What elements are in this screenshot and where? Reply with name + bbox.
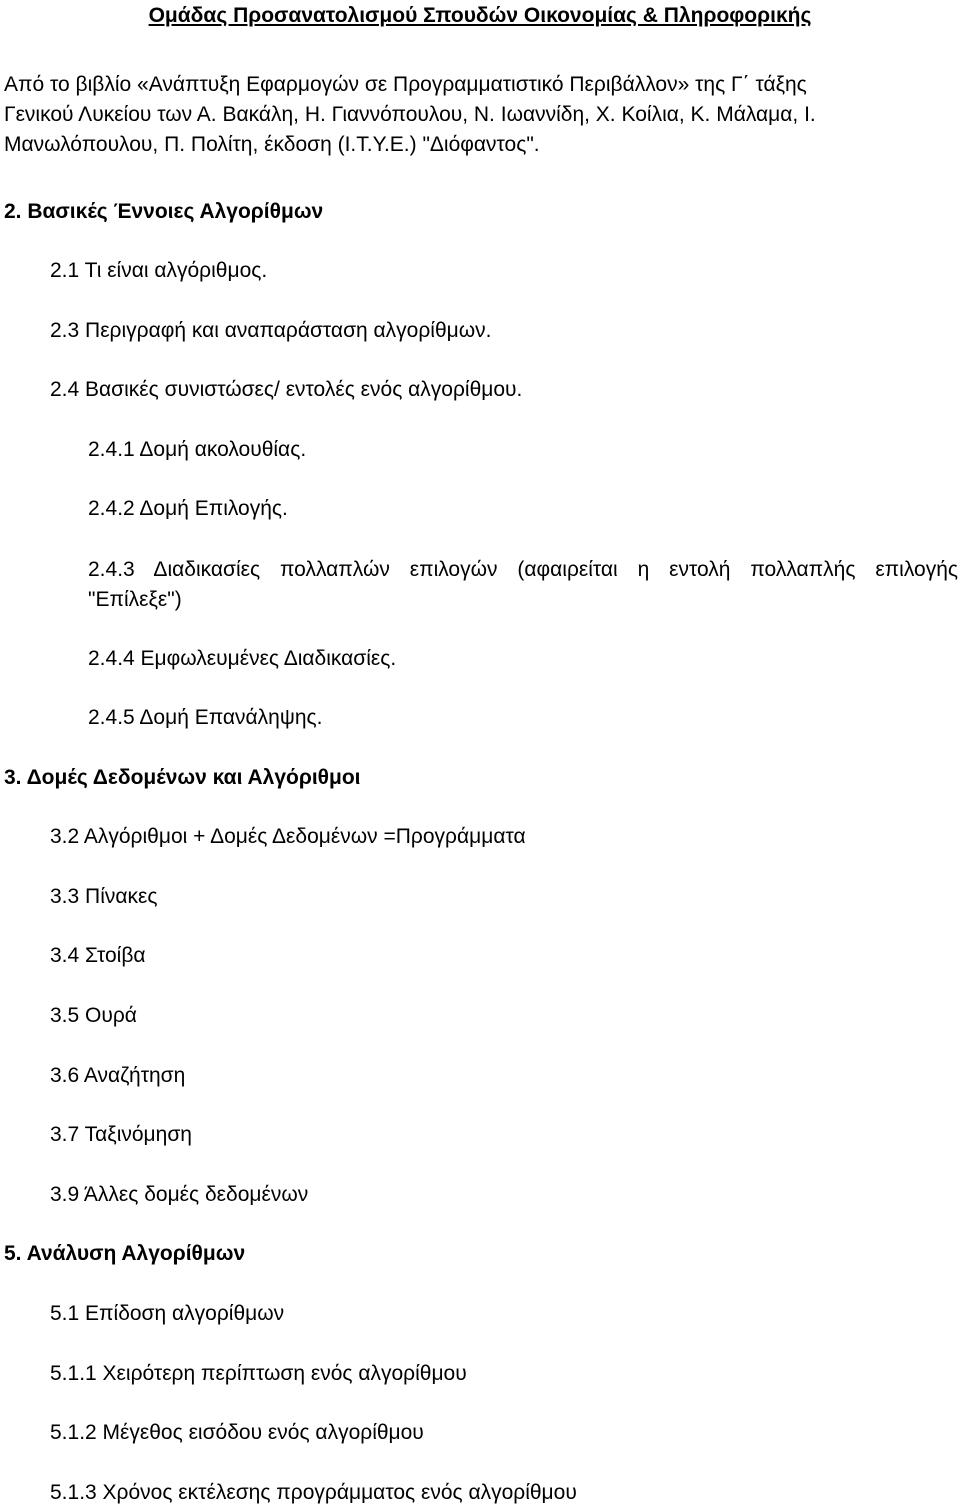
section-2-4: 2.4 Βασικές συνιστώσες/ εντολές ενός αλγορίθμου. <box>50 378 523 401</box>
page-title: Ομάδας Προσανατολισμού Σπουδών Οικονομίας & Πληροφορικής <box>148 4 812 27</box>
intro-line: Μανωλόπουλου, Π. Πολίτη, έκδοση (Ι.Τ.Υ.Ε.) "Διόφαντος". <box>4 133 540 156</box>
section-3-2: 3.2 Αλγόριθμοι + Δομές Δεδομένων =Προγράμματα <box>50 825 526 848</box>
section-2-1: 2.1 Τι είναι αλγόριθμος. <box>50 259 268 282</box>
section-2-4-3-line: "Επίλεξε") <box>88 588 182 611</box>
chapter-5-heading: 5. Ανάλυση Αλγορίθμων <box>4 1242 246 1265</box>
intro-line: Γενικού Λυκείου των Α. Βακάλη, Η. Γιαννόπουλου, Ν. Ιωαννίδη, Χ. Κοίλια, Κ. Μάλαμα, Ι. <box>4 103 816 126</box>
section-3-5: 3.5 Ουρά <box>50 1004 137 1027</box>
section-3-3: 3.3 Πίνακες <box>50 885 158 908</box>
section-5-1: 5.1 Επίδοση αλγορίθμων <box>50 1302 285 1325</box>
section-3-6: 3.6 Αναζήτηση <box>50 1064 186 1087</box>
section-2-4-4: 2.4.4 Εμφωλευμένες Διαδικασίες. <box>88 647 397 670</box>
chapter-2-heading: 2. Βασικές Έννοιες Αλγορίθμων <box>4 200 324 223</box>
section-3-7: 3.7 Ταξινόμηση <box>50 1123 192 1146</box>
section-2-4-3-line: 2.4.3 Διαδικασίες πολλαπλών επιλογών (αφαιρείται η εντολή πολλαπλής επιλογής <box>88 558 958 581</box>
section-5-1-3: 5.1.3 Χρόνος εκτέλεσης προγράμματος ενός αλγορίθμου <box>50 1481 577 1504</box>
section-3-9: 3.9 Άλλες δομές δεδομένων <box>50 1183 309 1206</box>
intro-paragraph <box>4 70 954 160</box>
chapter-3-heading: 3. Δομές Δεδομένων και Αλγόριθμοι <box>4 766 361 789</box>
section-3-4: 3.4 Στοίβα <box>50 944 146 967</box>
section-2-3: 2.3 Περιγραφή και αναπαράσταση αλγορίθμων. <box>50 319 492 342</box>
section-2-4-3 <box>88 555 958 615</box>
section-2-4-5: 2.4.5 Δομή Επανάληψης. <box>88 706 323 729</box>
intro-line: Από το βιβλίο «Ανάπτυξη Εφαρμογών σε Προγραμματιστικό Περιβάλλον» της Γ΄ τάξης <box>4 73 807 96</box>
section-2-4-1: 2.4.1 Δομή ακολουθίας. <box>88 438 307 461</box>
section-5-1-1: 5.1.1 Χειρότερη περίπτωση ενός αλγορίθμου <box>50 1362 467 1385</box>
section-2-4-2: 2.4.2 Δομή Επιλογής. <box>88 497 288 520</box>
section-5-1-2: 5.1.2 Μέγεθος εισόδου ενός αλγορίθμου <box>50 1421 424 1444</box>
